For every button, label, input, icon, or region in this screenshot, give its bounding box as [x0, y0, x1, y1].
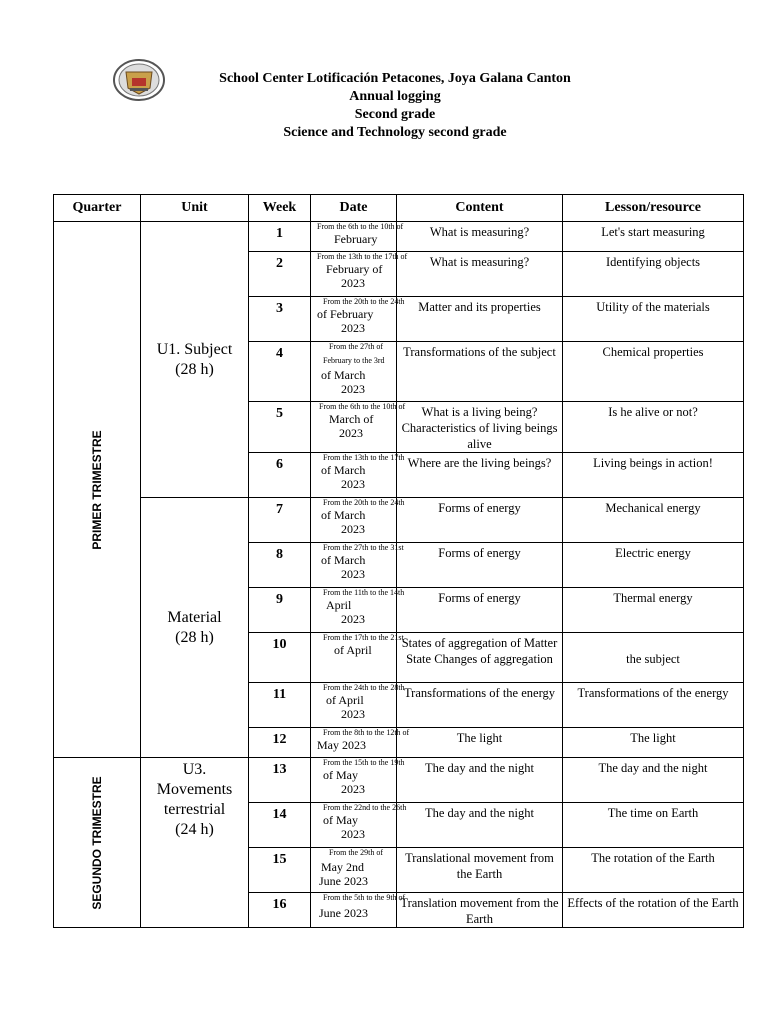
date-cell: From the 24th to the 28th of April 2023 [311, 683, 397, 728]
lesson-cell: Electric energy [563, 543, 744, 588]
subject-label: Science and Technology second grade [283, 125, 507, 140]
quarter-cell [54, 222, 141, 758]
content-cell: Forms of energy [397, 498, 563, 543]
content-cell: Where are the living beings? [397, 453, 563, 498]
school-name: School Center Lotificación Petacones, Joya Galana Canton [219, 71, 571, 86]
content-cell: Translational movement from the Earth [397, 848, 563, 893]
week-cell: 10 [249, 633, 311, 683]
content-cell: Transformations of the energy [397, 683, 563, 728]
date-cell: From the 22nd to the 26th of May 2023 [311, 803, 397, 848]
col-header-content: Content [397, 195, 563, 222]
date-cell: From the 20th to the 24th of February 2023 [311, 297, 397, 342]
content-cell: What is measuring? [397, 222, 563, 252]
table-row [54, 498, 744, 543]
week-cell: 5 [249, 402, 311, 453]
week-cell: 9 [249, 588, 311, 633]
content-cell: Forms of energy [397, 588, 563, 633]
date-cell: From the 11th to the 14th April 2023 [311, 588, 397, 633]
lesson-cell: The light [563, 728, 744, 758]
col-header-date: Date [311, 195, 397, 222]
date-cell: From the 8th to the 12th of May 2023 [311, 728, 397, 758]
lesson-cell: Living beings in action! [563, 453, 744, 498]
date-cell: From the 20th to the 24th of March 2023 [311, 498, 397, 543]
week-cell: 11 [249, 683, 311, 728]
lesson-cell: Utility of the materials [563, 297, 744, 342]
unit-cell [141, 758, 249, 928]
content-cell: What is measuring? [397, 252, 563, 297]
lesson-cell: Chemical properties [563, 342, 744, 402]
content-cell: States of aggregation of Matter State Changes of aggregation [397, 633, 563, 683]
content-cell: What is a living being? Characteristics of living beings alive [397, 402, 563, 453]
document-header [200, 70, 590, 142]
unit-title-2: terrestrial [163, 801, 226, 818]
content-cell: Transformations of the subject [397, 342, 563, 402]
week-cell: 15 [249, 848, 311, 893]
date-cell: From the 13th to the 17th of March 2023 [311, 453, 397, 498]
date-cell: From the 29th of May 2nd June 2023 [311, 848, 397, 893]
unit-cell [141, 498, 249, 758]
date-cell: From the 6th to the 10th of March of 2023 [311, 402, 397, 453]
week-cell: 12 [249, 728, 311, 758]
unit-hours: (28 h) [175, 360, 214, 378]
week-cell: 2 [249, 252, 311, 297]
annual-log-table [53, 194, 744, 928]
week-cell: 7 [249, 498, 311, 543]
week-cell: 3 [249, 297, 311, 342]
unit-cell [141, 222, 249, 498]
col-header-quarter: Quarter [54, 195, 141, 222]
lesson-cell: The time on Earth [563, 803, 744, 848]
grade-label: Second grade [354, 107, 436, 122]
week-cell: 13 [249, 758, 311, 803]
content-cell: The light [397, 728, 563, 758]
unit-title: Material [167, 608, 222, 626]
lesson-cell: Thermal energy [563, 588, 744, 633]
lesson-cell: Is he alive or not? [563, 402, 744, 453]
lesson-cell: Identifying objects [563, 252, 744, 297]
content-cell: Translation movement from the Earth [397, 893, 563, 928]
table-row [54, 222, 744, 252]
col-header-lesson: Lesson/resource [563, 195, 744, 222]
week-cell: 8 [249, 543, 311, 588]
week-cell: 14 [249, 803, 311, 848]
lesson-cell: Mechanical energy [563, 498, 744, 543]
table-header-row [54, 195, 744, 222]
content-cell: The day and the night [397, 803, 563, 848]
week-cell: 4 [249, 342, 311, 402]
week-cell: 1 [249, 222, 311, 252]
date-cell: From the 27th of February to the 3rd of March 2023 [311, 342, 397, 402]
content-cell: Matter and its properties [397, 297, 563, 342]
content-cell: Forms of energy [397, 543, 563, 588]
lesson-cell: Effects of the rotation of the Earth [563, 893, 744, 928]
date-cell: From the 17th to the 21st of April [311, 633, 397, 683]
date-cell: From the 6th to the 10th of February [311, 222, 397, 252]
unit-hours: (28 h) [175, 628, 214, 646]
quarter-cell [54, 758, 141, 928]
document-title: Annual logging [349, 89, 441, 104]
school-seal-logo [112, 58, 166, 102]
lesson-cell: Transformations of the energy [563, 683, 744, 728]
table-row [54, 758, 744, 803]
col-header-unit: Unit [141, 195, 249, 222]
date-cell: From the 27th to the 31st of March 2023 [311, 543, 397, 588]
content-cell: The day and the night [397, 758, 563, 803]
date-cell: From the 5th to the 9th of June 2023 [311, 893, 397, 928]
date-cell: From the 15th to the 19th of May 2023 [311, 758, 397, 803]
unit-code: U3. [182, 761, 207, 778]
week-cell: 16 [249, 893, 311, 928]
quarter-label: SEGUNDO TRIMESTRE [90, 775, 104, 910]
quarter-label: PRIMER TRIMESTRE [90, 429, 104, 550]
col-header-week: Week [249, 195, 311, 222]
week-cell: 6 [249, 453, 311, 498]
lesson-cell: Let's start measuring [563, 222, 744, 252]
unit-title: Movements [156, 781, 233, 798]
unit-title: U1. Subject [156, 340, 233, 358]
lesson-cell: The rotation of the Earth [563, 848, 744, 893]
unit-hours: (24 h) [175, 821, 214, 838]
lesson-cell: the subject [563, 633, 744, 683]
date-cell: From the 13th to the 17th of February of 2023 [311, 252, 397, 297]
lesson-cell: The day and the night [563, 758, 744, 803]
